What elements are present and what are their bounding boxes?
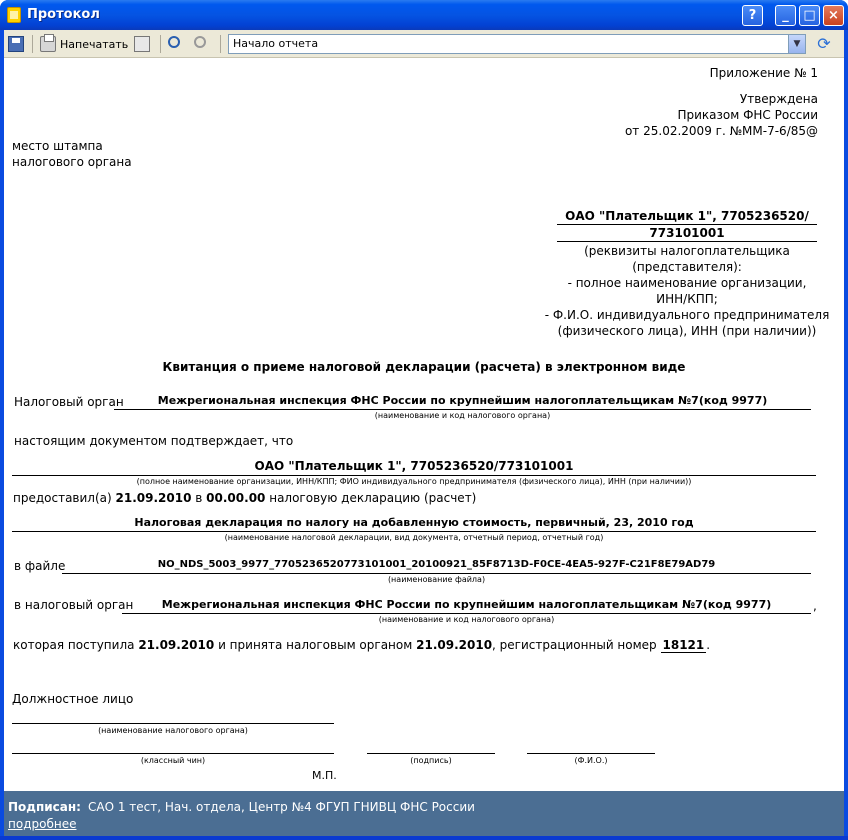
- stamp-place-mp: М.П.: [312, 769, 337, 782]
- close-button[interactable]: ×: [823, 5, 844, 26]
- file-label: в файле: [14, 559, 66, 573]
- document-icon: [7, 7, 21, 23]
- zoom-out-button[interactable]: [194, 34, 210, 54]
- print-label: Напечатать: [60, 37, 129, 51]
- signature-line-fio: [527, 753, 655, 754]
- payer-note: (реквизиты налогоплательщика: [584, 244, 790, 258]
- field-hint: (наименование налогового органа): [98, 726, 248, 735]
- approved-label: Утверждена: [739, 92, 818, 106]
- field-hint: (классный чин): [140, 756, 206, 765]
- order-label: Приказом ФНС России: [677, 108, 818, 122]
- maximize-button[interactable]: □: [799, 5, 820, 26]
- submitted-suffix: налоговую декларацию (расчет): [269, 491, 477, 505]
- save-button[interactable]: [8, 34, 24, 54]
- confirms-text: настоящим документом подтверждает, что: [14, 434, 294, 448]
- receipt-title: Квитанция о приеме налоговой декларации (расчета) в электронном виде: [162, 360, 686, 374]
- field-hint: (Ф.И.О.): [574, 756, 608, 765]
- client-area: [4, 30, 844, 836]
- to-authority-comma: ,: [813, 599, 817, 613]
- registration-text: , регистрационный номер: [492, 638, 657, 652]
- payer-note: (представителя):: [632, 260, 742, 274]
- registration-dot: .: [706, 638, 711, 652]
- field-underline: [62, 573, 811, 574]
- save-icon: [8, 36, 24, 52]
- stamp-place-line1: место штампа: [12, 139, 103, 153]
- field-hint: (полное наименование организации, ИНН/КПП; ФИО индивидуального предпринимателя (физического лица), ИНН (при наличии)): [136, 477, 692, 486]
- zoom-in-button[interactable]: [168, 34, 184, 54]
- toolbar: [4, 30, 844, 58]
- accepted-date: 21.09.2010: [416, 638, 493, 652]
- registration-number: 18121: [662, 638, 705, 652]
- field-hint: (наименование и код налогового органа): [378, 615, 555, 624]
- signature-line-rank: [12, 753, 334, 754]
- to-authority-value: Межрегиональная инспекция ФНС России по крупнейшим налогоплательщикам №7(код 9977): [161, 598, 772, 611]
- report-section-select[interactable]: [228, 34, 806, 54]
- field-hint: (наименование и код налогового органа): [374, 411, 551, 420]
- field-underline: [12, 531, 816, 532]
- chevron-down-icon[interactable]: ▼: [788, 35, 805, 53]
- payer-name-line2: 773101001: [649, 226, 725, 240]
- field-underline: [122, 613, 811, 614]
- field-underline: [114, 409, 811, 410]
- payer-note: - полное наименование организации,: [567, 276, 807, 290]
- to-authority-label: в налоговый орган: [14, 598, 134, 612]
- signed-label: Подписан:: [8, 800, 81, 814]
- title-bar[interactable]: [0, 0, 848, 30]
- toolbar-separator: [220, 35, 221, 53]
- minimize-button[interactable]: _: [775, 5, 796, 26]
- stamp-place-line2: налогового органа: [12, 155, 132, 169]
- appendix-label: Приложение № 1: [709, 66, 818, 80]
- toolbar-separator: [160, 35, 161, 53]
- field-underline: [12, 475, 816, 476]
- zoom-in-icon: [168, 36, 180, 48]
- signature-panel: [4, 791, 844, 836]
- details-link[interactable]: подробнее: [8, 817, 77, 831]
- refresh-button[interactable]: [816, 34, 832, 54]
- field-hint: (подпись): [410, 756, 452, 765]
- submitted-line: [13, 491, 476, 505]
- payer-note: - Ф.И.О. индивидуального предпринимателя: [544, 308, 830, 322]
- print-button[interactable]: [40, 34, 128, 54]
- print-preview-icon: [134, 36, 150, 52]
- declaration-value: Налоговая декларация по налогу на добавленную стоимость, первичный, 23, 2010 год: [134, 516, 694, 529]
- payer-name-line1: ОАО "Плательщик 1", 7705236520/: [565, 209, 809, 223]
- report-section-value: Начало отчета: [233, 37, 319, 50]
- file-name-value: NO_NDS_5003_9977_7705236520773101001_20100921_85F8713D-F0CE-4EA5-927F-C21F8E79AD79: [157, 559, 716, 570]
- window-frame-bottom: [0, 836, 848, 840]
- submitted-in: в: [195, 491, 203, 505]
- divider: [557, 224, 817, 225]
- printer-icon: [40, 36, 56, 52]
- signature-line-sign: [367, 753, 495, 754]
- received-prefix: которая поступила: [13, 638, 135, 652]
- print-preview-button[interactable]: [134, 34, 150, 54]
- tax-authority-value: Межрегиональная инспекция ФНС России по крупнейшим налогоплательщикам №7(код 9977): [157, 394, 768, 407]
- submitted-time: 00.00.00: [206, 491, 266, 505]
- submitted-date: 21.09.2010: [115, 491, 192, 505]
- toolbar-separator: [32, 35, 33, 53]
- help-button[interactable]: ?: [742, 5, 763, 26]
- payer-note: (физического лица), ИНН (при наличии)): [557, 324, 817, 338]
- received-date: 21.09.2010: [138, 638, 215, 652]
- tax-authority-label: Налоговый орган: [14, 395, 124, 409]
- signature-line-org: [12, 723, 334, 724]
- zoom-out-icon: [194, 36, 206, 48]
- receipt-document: [4, 58, 844, 791]
- details-link-wrap: [8, 817, 76, 831]
- signed-value: САО 1 тест, Нач. отдела, Центр №4 ФГУП ГНИВЦ ФНС России: [88, 800, 475, 814]
- received-line: [13, 638, 710, 652]
- accepted-text: и принята налоговым органом: [218, 638, 413, 652]
- window-title: Протокол: [27, 7, 100, 22]
- official-label: Должностное лицо: [12, 692, 134, 706]
- field-hint: (наименование налоговой декларации, вид документа, отчетный период, отчетный год): [224, 533, 604, 542]
- payer-note: ИНН/КПП;: [656, 292, 718, 306]
- refresh-icon: ⟳: [817, 34, 831, 53]
- submitted-prefix: предоставил(а): [13, 491, 112, 505]
- organization-value: ОАО "Плательщик 1", 7705236520/773101001: [254, 459, 574, 473]
- field-hint: (наименование файла): [387, 575, 486, 584]
- divider: [557, 241, 817, 242]
- order-date-label: от 25.02.2009 г. №ММ-7-6/85@: [624, 124, 818, 138]
